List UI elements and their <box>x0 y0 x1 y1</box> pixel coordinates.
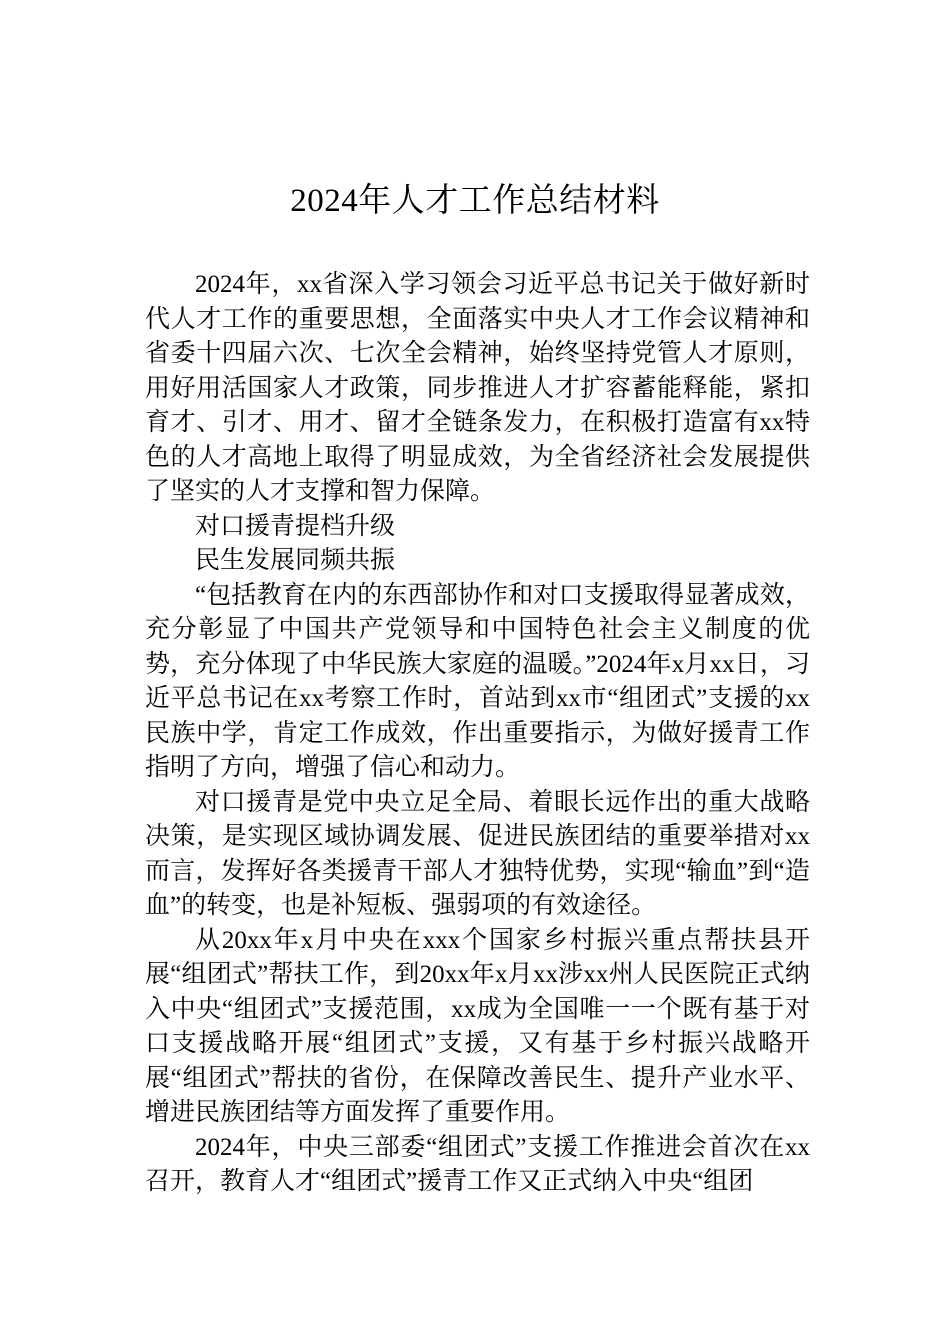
document-title: 2024年人才工作总结材料 <box>290 183 660 219</box>
document-body <box>145 268 810 1200</box>
paragraph-intro: 2024年，xx省深入学习领会习近平总书记关于做好新时代人才工作的重要思想，全面落实中央人才工作会议精神和省委十四届六次、七次全会精神，始终坚持党管人才原则，用好用活国家人才政策，同步推进人才扩容蓄能释能，紧扣育才、引才、用才、留才全链条发力，在积极打造富有xx特色的人才高地上取得了明显成效，为全省经济社会发展提供了坚实的人才支撑和智力保障。 <box>145 271 810 505</box>
paragraph-2024: 2024年，中央三部委“组团式”支援工作推进会首次在xx召开，教育人才“组团式”援青工作又正式纳入中央“组团 <box>145 1133 810 1195</box>
paragraph-strategy: 对口援青是党中央立足全局、着眼长远作出的重大战略决策，是实现区域协调发展、促进民族团结的重要举措对xx而言，发挥好各类援青干部人才独特优势，实现“输血”到“造血”的转变，也是补短板、强弱项的有效途径。 <box>145 788 810 919</box>
section-heading-1: 对口援青提档升级 <box>195 512 396 540</box>
paragraph-history: 从20xx年x月中央在xxx个国家乡村振兴重点帮扶县开展“组团式”帮扶工作，到20xx年x月xx涉xx州人民医院正式纳入中央“组团式”支援范围，xx成为全国唯一一个既有基于对口支援战略开展“组团式”支援，又有基于乡村振兴战略开展“组团式”帮扶的省份，在保障改善民生、提升产业水平、增进民族团结等方面发挥了重要作用。 <box>145 926 810 1126</box>
paragraph-quote: “包括教育在内的东西部协作和对口支援取得显著成效，充分彰显了中国共产党领导和中国特色社会主义制度的优势，充分体现了中华民族大家庭的温暖。”2024年x月xx日，习近平总书记在xx考察工作时，首站到xx市“组团式”支援的xx民族中学，肯定工作成效，作出重要指示，为做好援青工作指明了方向，增强了信心和动力。 <box>145 581 810 781</box>
section-heading-2: 民生发展同频共振 <box>195 547 396 574</box>
